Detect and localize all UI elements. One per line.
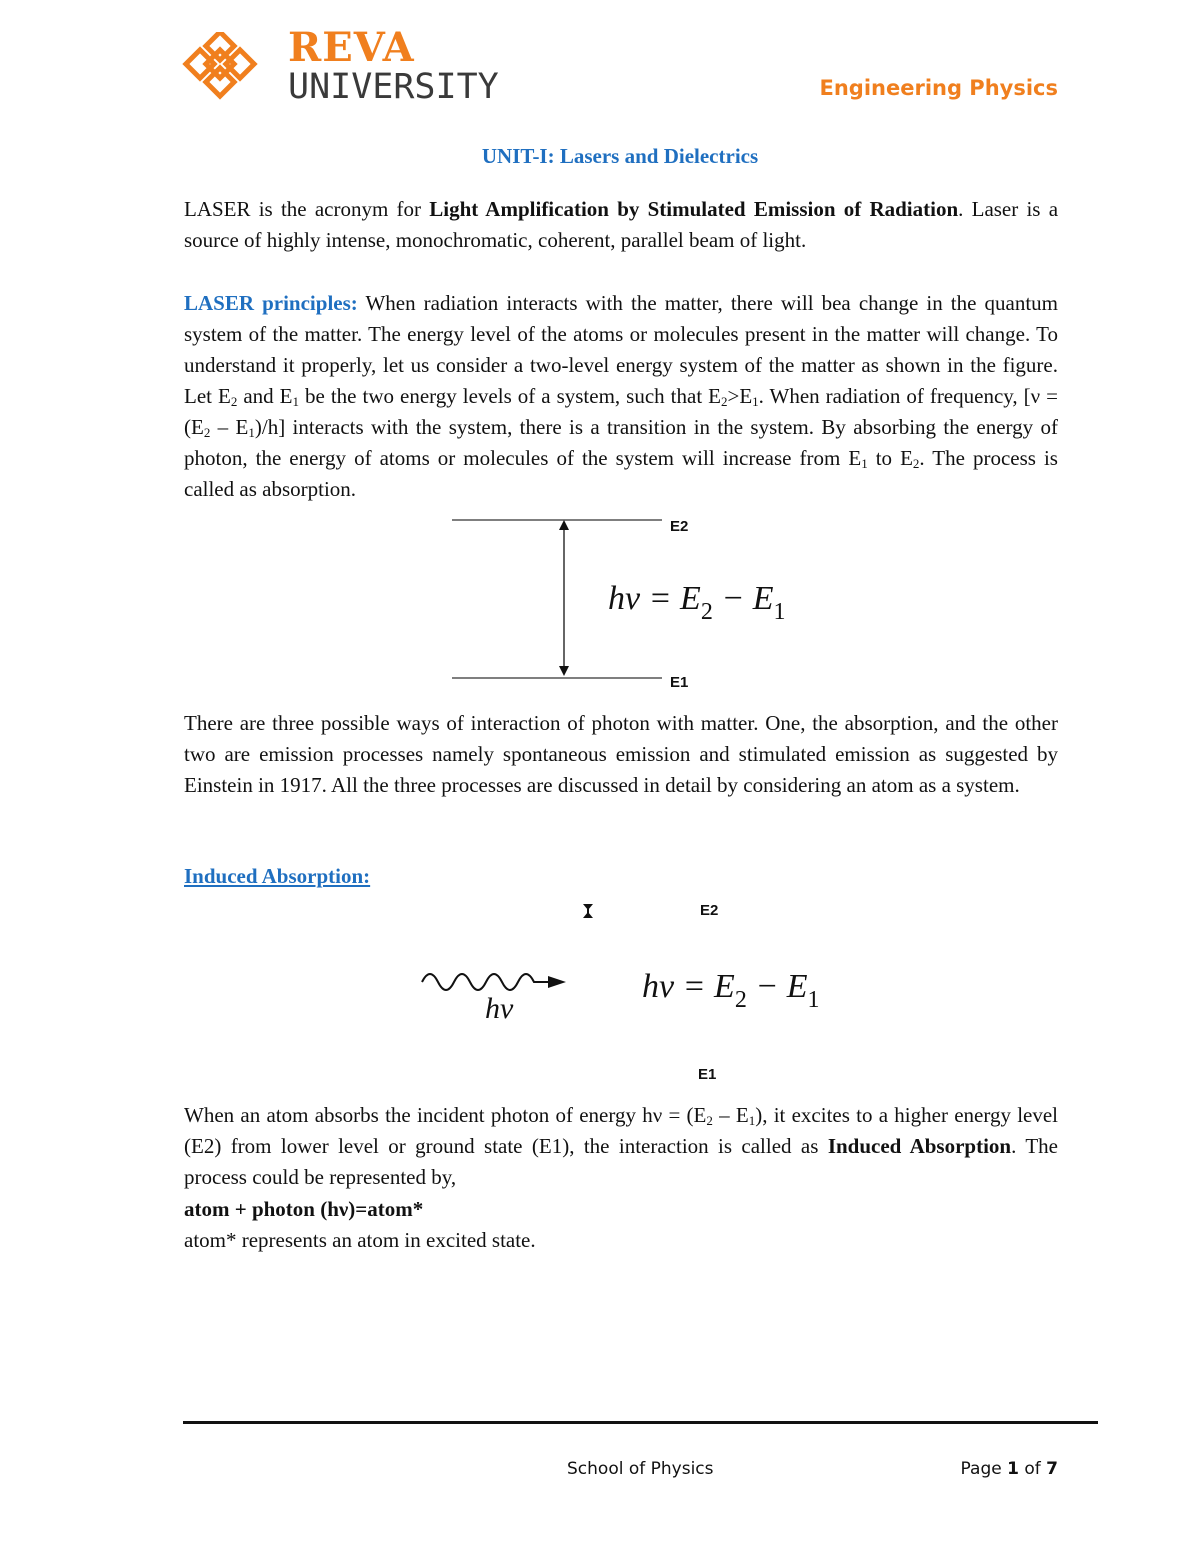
subscript: 2 bbox=[706, 1113, 713, 1128]
eq-sub: 1 bbox=[773, 599, 786, 625]
absorption-text: ), it excites to a higher energy level (E2) from lower level or ground state (E1), the interaction is called as bbox=[184, 1103, 1059, 1158]
subscript: 1 bbox=[752, 394, 759, 409]
eq-part: = E bbox=[674, 968, 735, 1005]
subscript: 1 bbox=[248, 425, 255, 440]
arrow-head-down-icon bbox=[559, 666, 569, 676]
intro-text-2: . Laser is a source of highly intense, monochromatic, coherent, parallel beam of light. bbox=[184, 197, 1059, 252]
course-title: Engineering Physics bbox=[819, 76, 1058, 100]
energy-equation bbox=[608, 580, 786, 625]
subscript: 2 bbox=[203, 425, 211, 440]
of-word: of bbox=[1018, 1459, 1047, 1479]
induced-absorption-term: Induced Absorption bbox=[827, 1134, 1012, 1158]
induced-label-e1: E1 bbox=[698, 1066, 717, 1083]
absorption-text: When an atom absorbs the incident photon of energy hν = (E bbox=[184, 1103, 707, 1127]
atom-marker-icon bbox=[580, 902, 596, 920]
principles-text: When radiation interacts with the matter, there will bea change in the quantum system of the matter. The energy level of the atoms or molecules present in the matter will change. To understand it properly, let us consider a two-level energy system of the matter as shown in the figure. Let E bbox=[184, 291, 1058, 408]
eq-sub: 2 bbox=[734, 987, 747, 1013]
induced-energy-equation bbox=[642, 968, 820, 1013]
interaction-paragraph: There are three possible ways of interaction of photon with matter. One, the absorption, and the other two are emission processes namely spontaneous emission and stimulated emission as suggested by Einstein in 1917. All the three processes are discussed in detail by considering an atom as a system. bbox=[184, 711, 1058, 797]
principles-text: )/h] interacts with the system, there is a transition in the system. By absorbing the energy of photon, the energy of atoms or molecules of the system will increase from E bbox=[184, 415, 1059, 470]
eq-hv: hν bbox=[642, 968, 675, 1005]
principles-text: be the two energy levels of a system, such that E bbox=[299, 384, 721, 408]
principles-text: >E bbox=[727, 384, 753, 408]
level-label-e2: E2 bbox=[670, 518, 689, 535]
logo-reva-text: REVA bbox=[288, 24, 415, 71]
subscript: 1 bbox=[292, 394, 299, 409]
footer-school: School of Physics bbox=[567, 1459, 714, 1479]
eq-sub: 1 bbox=[807, 987, 820, 1013]
subscript: 1 bbox=[748, 1113, 756, 1128]
principles-text: – E bbox=[210, 415, 249, 439]
laser-expansion: Light Amplification by Stimulated Emission of Radiation bbox=[429, 197, 959, 221]
level-label-e1: E1 bbox=[670, 674, 689, 691]
principles-label: LASER principles: bbox=[184, 291, 358, 315]
page-word: Page bbox=[960, 1459, 1008, 1479]
subscript: 2 bbox=[230, 394, 238, 409]
absorption-text: . The process could be represented by, bbox=[184, 1134, 1058, 1189]
eq-hv: hν bbox=[608, 580, 641, 617]
principles-text: to E bbox=[867, 446, 913, 470]
subscript: 2 bbox=[912, 456, 920, 471]
page-current: 1 bbox=[1007, 1459, 1019, 1479]
intro-paragraph bbox=[184, 194, 1058, 256]
arrow-head-up-icon bbox=[559, 520, 569, 530]
absorption-paragraph bbox=[184, 1100, 1058, 1193]
university-logo bbox=[180, 24, 580, 110]
subscript: 1 bbox=[861, 456, 868, 471]
induced-label-e2: E2 bbox=[700, 902, 719, 919]
principles-text: . The process is called as absorption. bbox=[184, 446, 1058, 501]
unit-title: UNIT-I: Lasers and Dielectrics bbox=[481, 144, 759, 168]
principles-text: and E bbox=[237, 384, 293, 408]
page-total: 7 bbox=[1046, 1459, 1058, 1479]
absorption-text: – E bbox=[712, 1103, 749, 1127]
induced-absorption-heading: Induced Absorption: bbox=[184, 864, 371, 888]
page-number bbox=[961, 1459, 1058, 1479]
reaction-line: atom + photon (hν)=atom* bbox=[184, 1197, 424, 1221]
excited-state-note: atom* represents an atom in excited state. bbox=[184, 1228, 536, 1252]
principles-paragraph bbox=[184, 288, 1058, 505]
footer-divider bbox=[183, 1421, 1098, 1424]
eq-part: = E bbox=[640, 580, 701, 617]
logo-university-text: UNIVERSITY bbox=[288, 67, 499, 107]
intro-text-1: LASER is the acronym for bbox=[184, 197, 430, 221]
eq-sub: 2 bbox=[700, 599, 713, 625]
eq-part: − E bbox=[712, 580, 774, 617]
reva-knot-icon bbox=[180, 32, 270, 106]
subscript: 2 bbox=[720, 394, 728, 409]
photon-label: hν bbox=[485, 992, 514, 1025]
eq-part: − E bbox=[746, 968, 808, 1005]
principles-text: . When radiation of frequency, [ν = (E bbox=[184, 384, 1058, 439]
